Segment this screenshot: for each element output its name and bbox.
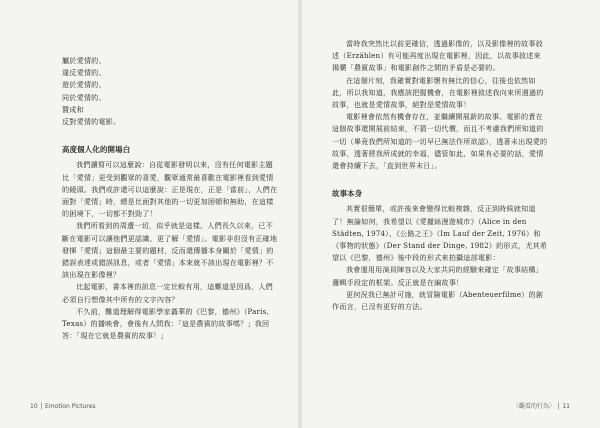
paragraph: 比起電影，書本裡的訊息一定比較有用，這難道是因爲，人們必須自行想像其中所有的文字內容？: [62, 282, 273, 304]
paragraph: 我們讀寫可以這麼說：自從電影發明以來，沒有任何電影主題比「愛情」更受到觀眾的喜愛，觀眾通常最喜歡在電影裡看到愛情的鏡頭。我們或許還可以這麼說：正是現在，正是「當前」，人們在面對「愛情」時，總是比面對其他的一切更加困頓和無助，在這樣的困境下，一切都不對勁了！: [62, 160, 278, 219]
section-heading: 高度個人化的開場白: [62, 145, 131, 155]
left-page-footer: 10 │ Emotion Pictures: [30, 403, 96, 410]
paragraph: 不久前，難道理解得電影學家聶華的《巴黎，德州》（Paris, Texas）的播映會，會後有人問我：「這是農賓的故事嗎？」我回答：「現在它就是農賓的故事！」: [62, 306, 270, 341]
list-line: 遊於愛情的、: [62, 80, 106, 90]
paragraph: 我會運用用演員陣容以及大家共同的經驗來確定「故事結構」邏輯手段定的框架。反正就是在編故事！: [332, 265, 543, 287]
list-line: 屬於愛情的、: [62, 56, 106, 65]
list-line: 反對愛情的電影。: [62, 117, 121, 127]
right-text-column: [332, 38, 548, 313]
list-line: 贊成和: [62, 104, 84, 114]
paragraph: 當時我突然比以前更確信，透過影像的，以及影像裡的故事敘述（Erzählen）有可能再度出現在電影裡，因此，以故事敘述來揭櫫「農賓故事」和電影創作之間的矛盾是必要的。: [332, 39, 543, 73]
list-line: 同於愛情的、: [62, 92, 106, 102]
paragraph: 在這個片刻，我確實對電影懷有無比的信心，往後也依然如此，所以我知道，我應該把握機會，在電影裡敘述我向來所遇過的故事，也就是愛情故事，絕對是愛情故事！: [332, 75, 544, 110]
right-page: [300, 0, 600, 428]
section-heading: 故事本身: [332, 189, 363, 199]
list-line: 違反愛情的、: [62, 68, 106, 78]
left-text-column: [62, 55, 278, 342]
paragraph: 其實很簡單，或許後來會變得比較複雜，反正到時候就知道了！無論如何，我希望以《愛麗絲漫遊城市》（Alice in den Städten, 1974）、《公路之王》（Im Lauf der Zeit, 1976）和《事物的狀態》（Der Stand der Dinge, 1982）的形式，尤其希望以《巴黎，德州》後中段的形式來拍攝這部電影：: [332, 204, 548, 263]
paragraph: 我們所看到的周遭一切，似乎就是這樣。人們長久以來，已不斷在電影可以讓他們更認識、更了解「愛情」。電影非但沒有正確地發揮「愛情」這個最主要的題材，反而還傳播本身關於「愛情」的錯誤表達或錯誤訊息，或者「愛情」本來就不該出現在電影裡？不該出現在影像裡？: [62, 221, 278, 280]
paragraph: 更何況我已無計可施，就冒險電影（Abenteuerfilme）的創作而言，已沒有更好的方法。: [332, 289, 544, 312]
right-page-footer: 〈觀看的行為〉 │ 11: [512, 403, 570, 410]
paragraph: 電影裡會依然有機會存在，並繼續開展新的故事。電影的責在這個故事還開展前結束，不猜一切代價，而且不考慮我們所知道的一切（畢竟我們所知道的一切早已無法作所欲認），透著未出現愛的故事，透著將我所成就的幸福，儘管如此，如果有必要的話，愛情還會持續下去，「直到世界末日」。: [332, 112, 548, 171]
